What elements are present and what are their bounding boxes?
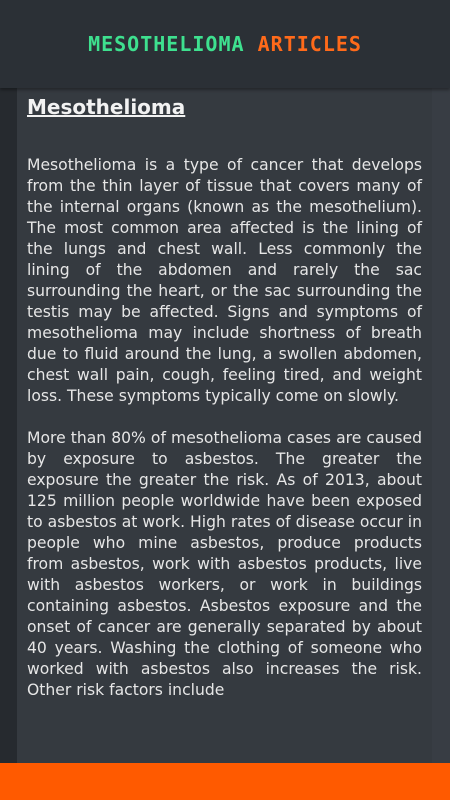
article [17, 88, 432, 701]
app-title-part2: ARTICLES [257, 32, 362, 56]
scroll-track[interactable] [432, 88, 450, 763]
article-heading: Mesothelioma [27, 95, 186, 119]
left-margin [0, 88, 17, 763]
app-title-part1: MESOTHELIOMA [88, 32, 245, 56]
article-paragraph: Mesothelioma is a type of cancer that develops from the thin layer of tissue that covers many of the internal organs (known as the mesothelium). The most common area affected is the lining of the lungs and chest wall. Less commonly the lining of the abdomen and rarely the sac surrounding the heart, or the sac surrounding the testis may be affected. Signs and symptoms of mesothelioma may include shortness of breath due to fluid around the lung, a swollen abdomen, chest wall pain, cough, feeling tired, and weight loss. These symptoms typically come on slowly. [27, 156, 422, 405]
app-title [88, 32, 362, 56]
app-header [0, 0, 450, 88]
ad-banner-bar[interactable] [0, 763, 450, 800]
article-scroll-view[interactable] [17, 88, 432, 763]
article-paragraph: More than 80% of mesothelioma cases are caused by exposure to asbestos. The greater the exposure the greater the risk. As of 2013, about 125 million people worldwide have been exposed to asbestos at work. High rates of disease occur in people who mine asbestos, produce products from asbestos, work with asbestos products, live with asbestos workers, or work in buildings containing asbestos. Asbestos exposure and the onset of cancer are generally separated by about 40 years. Washing the clothing of someone who worked with asbestos also increases the risk. Other risk factors include [27, 429, 422, 699]
